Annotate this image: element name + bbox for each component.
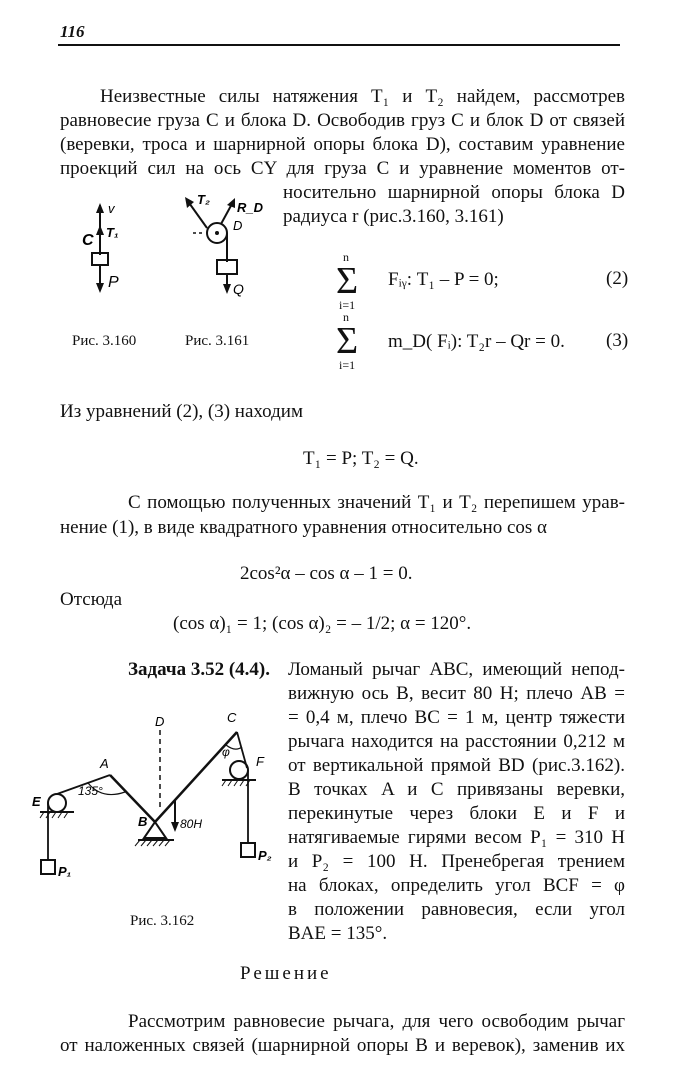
label-phi: φ bbox=[222, 745, 230, 759]
roots: (cos α)₁ = 1; (cos α)₂ = – 1/2; α = 120°. bbox=[173, 613, 472, 634]
from-equations-text: Из уравнений (2), (3) находим bbox=[60, 401, 303, 422]
task-line-3: рычага находится на расстоянии 0,212 м bbox=[288, 731, 625, 752]
label-c: C bbox=[82, 232, 94, 249]
label-e: E bbox=[32, 794, 41, 809]
intro-line-1: Неизвестные силы натяжения T₁ и T₂ найдем, рассмотрев bbox=[100, 86, 625, 107]
hence-text: Отсюда bbox=[60, 589, 123, 610]
eq2-number: (2) bbox=[606, 268, 629, 289]
eq2-sum-bottom: i=1 bbox=[339, 298, 356, 312]
label-p2: P₂ bbox=[258, 848, 272, 863]
result-t: T₁ = P; T₂ = Q. bbox=[303, 448, 419, 469]
label-d: D bbox=[233, 218, 243, 233]
intro-line-5: носительно шарнирной опоры блока D bbox=[283, 182, 625, 203]
page-number: 116 bbox=[60, 22, 85, 41]
eq3-sigma: Σ bbox=[336, 320, 359, 362]
label-t2: T₂ bbox=[197, 192, 210, 207]
label-135: 135° bbox=[78, 784, 103, 798]
v-arrowhead bbox=[96, 203, 104, 213]
caption-3-160: Рис. 3.160 bbox=[72, 333, 137, 349]
quadratic-equation: 2cos²α – cos α – 1 = 0. bbox=[240, 563, 413, 584]
task-line-8: и P₂ = 100 Н. Пренебрегая трением bbox=[288, 851, 625, 872]
figure-3-160 bbox=[70, 195, 140, 305]
intro-line-6: радиуса r (рис.3.160, 3.161) bbox=[283, 206, 504, 227]
task-line-5: В точках A и C привязаны веревки, bbox=[288, 779, 625, 800]
lever-ab bbox=[110, 775, 155, 822]
task-line-7: натягиваемые гирями весом P₁ = 310 Н bbox=[288, 827, 625, 848]
task-title: Задача 3.52 (4.4). bbox=[128, 659, 270, 680]
rd-arrowhead bbox=[227, 198, 235, 208]
figure-3-162 bbox=[30, 700, 280, 900]
rope-cf bbox=[237, 732, 247, 768]
task-line-1: вижную ось B, весит 80 Н; плечо AB = bbox=[288, 683, 625, 704]
eq2-sigma: Σ bbox=[336, 260, 359, 302]
label-v: v bbox=[108, 201, 115, 216]
intro-line-2: равновесие груза C и блока D. Освободив груз C и блок D от связей bbox=[60, 110, 625, 131]
eq3-body: m_D( Fᵢ): T₂r – Qr = 0. bbox=[388, 331, 565, 352]
label-a: A bbox=[100, 756, 109, 771]
caption-3-162: Рис. 3.162 bbox=[130, 913, 195, 929]
solution-line-1: Рассмотрим равновесие рычага, для чего освободим рычаг bbox=[128, 1011, 625, 1032]
p-arrowhead bbox=[96, 283, 104, 293]
eq2-body: Fᵢᵧ: T₁ – P = 0; bbox=[388, 269, 499, 290]
eq3-sum-bottom: i=1 bbox=[339, 358, 356, 372]
task-line-10: в положении равновесия, если угол bbox=[288, 899, 625, 920]
caption-3-161: Рис. 3.161 bbox=[185, 333, 250, 349]
eq3-number: (3) bbox=[606, 330, 629, 351]
label-c: C bbox=[227, 710, 237, 725]
intro-line-4: проекций сил на ось CY для груза C и уравнение моментов от- bbox=[60, 158, 625, 179]
t1-arrowhead bbox=[96, 225, 104, 235]
figure-3-161 bbox=[175, 190, 275, 305]
label-rd: R_D bbox=[237, 200, 264, 215]
eq2-sum-top: n bbox=[343, 250, 349, 264]
label-p1: P₁ bbox=[58, 864, 72, 879]
pulley-axle bbox=[215, 231, 219, 235]
weight-p2-box bbox=[241, 843, 255, 857]
weight-arrowhead bbox=[171, 822, 179, 832]
label-80h: 80H bbox=[180, 817, 203, 831]
quad-line-2: нение (1), в виде квадратного уравнения относительно cos α bbox=[60, 517, 547, 538]
solution-heading: Решение bbox=[240, 963, 332, 984]
weight-p1-box bbox=[41, 860, 55, 874]
eq3-sum-top: n bbox=[343, 310, 349, 324]
label-f: F bbox=[256, 754, 264, 769]
task-line-9: на блоках, определить угол BCF = φ bbox=[288, 875, 625, 896]
label-q: Q bbox=[233, 281, 244, 297]
task-line-11: BAE = 135°. bbox=[288, 923, 388, 944]
intro-line-3: (веревки, троса и шарнирной опоры блока D), составим уравнение bbox=[60, 134, 625, 155]
pulley-e bbox=[48, 794, 66, 812]
task-line-4: от вертикальной прямой BD (рис.3.162). bbox=[288, 755, 625, 776]
q-arrowhead bbox=[223, 284, 231, 294]
label-d: D bbox=[155, 714, 165, 729]
task-line-2: = 0,4 м, плечо BC = 1 м, центр тяжести bbox=[288, 707, 625, 728]
header-rule bbox=[58, 44, 620, 46]
solution-line-2: от наложенных связей (шарнирной опоры B и веревок), заменив их bbox=[60, 1035, 625, 1056]
load-q-box bbox=[217, 260, 237, 274]
label-p: P bbox=[108, 274, 119, 291]
label-b: B bbox=[138, 814, 148, 829]
quad-line-1: С помощью полученных значений T₁ и T₂ перепишем урав- bbox=[128, 492, 625, 513]
task-line-first: Ломаный рычаг ABC, имеющий непод- bbox=[288, 659, 625, 680]
task-line-6: перекинутые через блоки E и F и bbox=[288, 803, 625, 824]
label-t1: T₁ bbox=[106, 225, 119, 240]
